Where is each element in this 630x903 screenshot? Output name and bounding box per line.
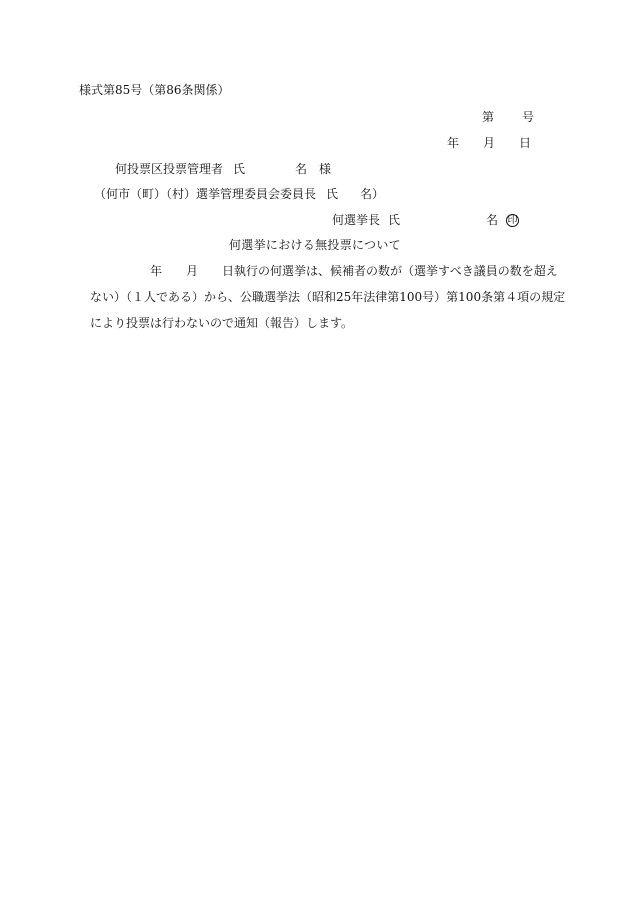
recipient-row [115,161,331,177]
recipient-shi: 氏 [233,162,246,176]
sender-mei: 名 [486,213,499,227]
date-year: 年 [447,136,460,150]
number-prefix: 第 [482,110,495,124]
seal-icon: 印 [507,215,518,226]
document-title: 何選挙における無投票について [229,238,401,252]
committee-row [94,186,384,202]
date-month: 月 [483,136,496,150]
date-row [447,135,531,151]
body-line-2: ない）（１人である）から、公職選挙法（昭和25年法律第100号）第100条第４項の規定 [90,290,566,304]
number-suffix: 号 [522,110,535,124]
recipient-honorific: 様 [319,162,332,176]
body-line-3: により投票は行わないので通知（報告）します。 [90,316,354,330]
form-number-header: 様式第85号（第86条関係） [79,83,230,97]
recipient-mei: 名 [295,162,308,176]
body-line-1 [150,263,558,279]
body-year: 年 [150,264,163,278]
body-line1-text: 日執行の何選挙は、候補者の数が（選挙すべき議員の数を超え [222,264,558,278]
body-month: 月 [186,264,199,278]
date-day: 日 [519,136,532,150]
sender-shi: 氏 [388,213,401,227]
committee-shi: 氏 [326,187,339,201]
document-number-row [482,109,534,125]
sender-row [332,212,519,228]
sender-title: 何選挙長 [332,213,381,227]
committee-mei: 名） [360,187,385,201]
recipient-title: 何投票区投票管理者 [115,162,224,176]
committee-title: （何市（町）（村）選挙管理委員会委員長 [94,187,317,201]
